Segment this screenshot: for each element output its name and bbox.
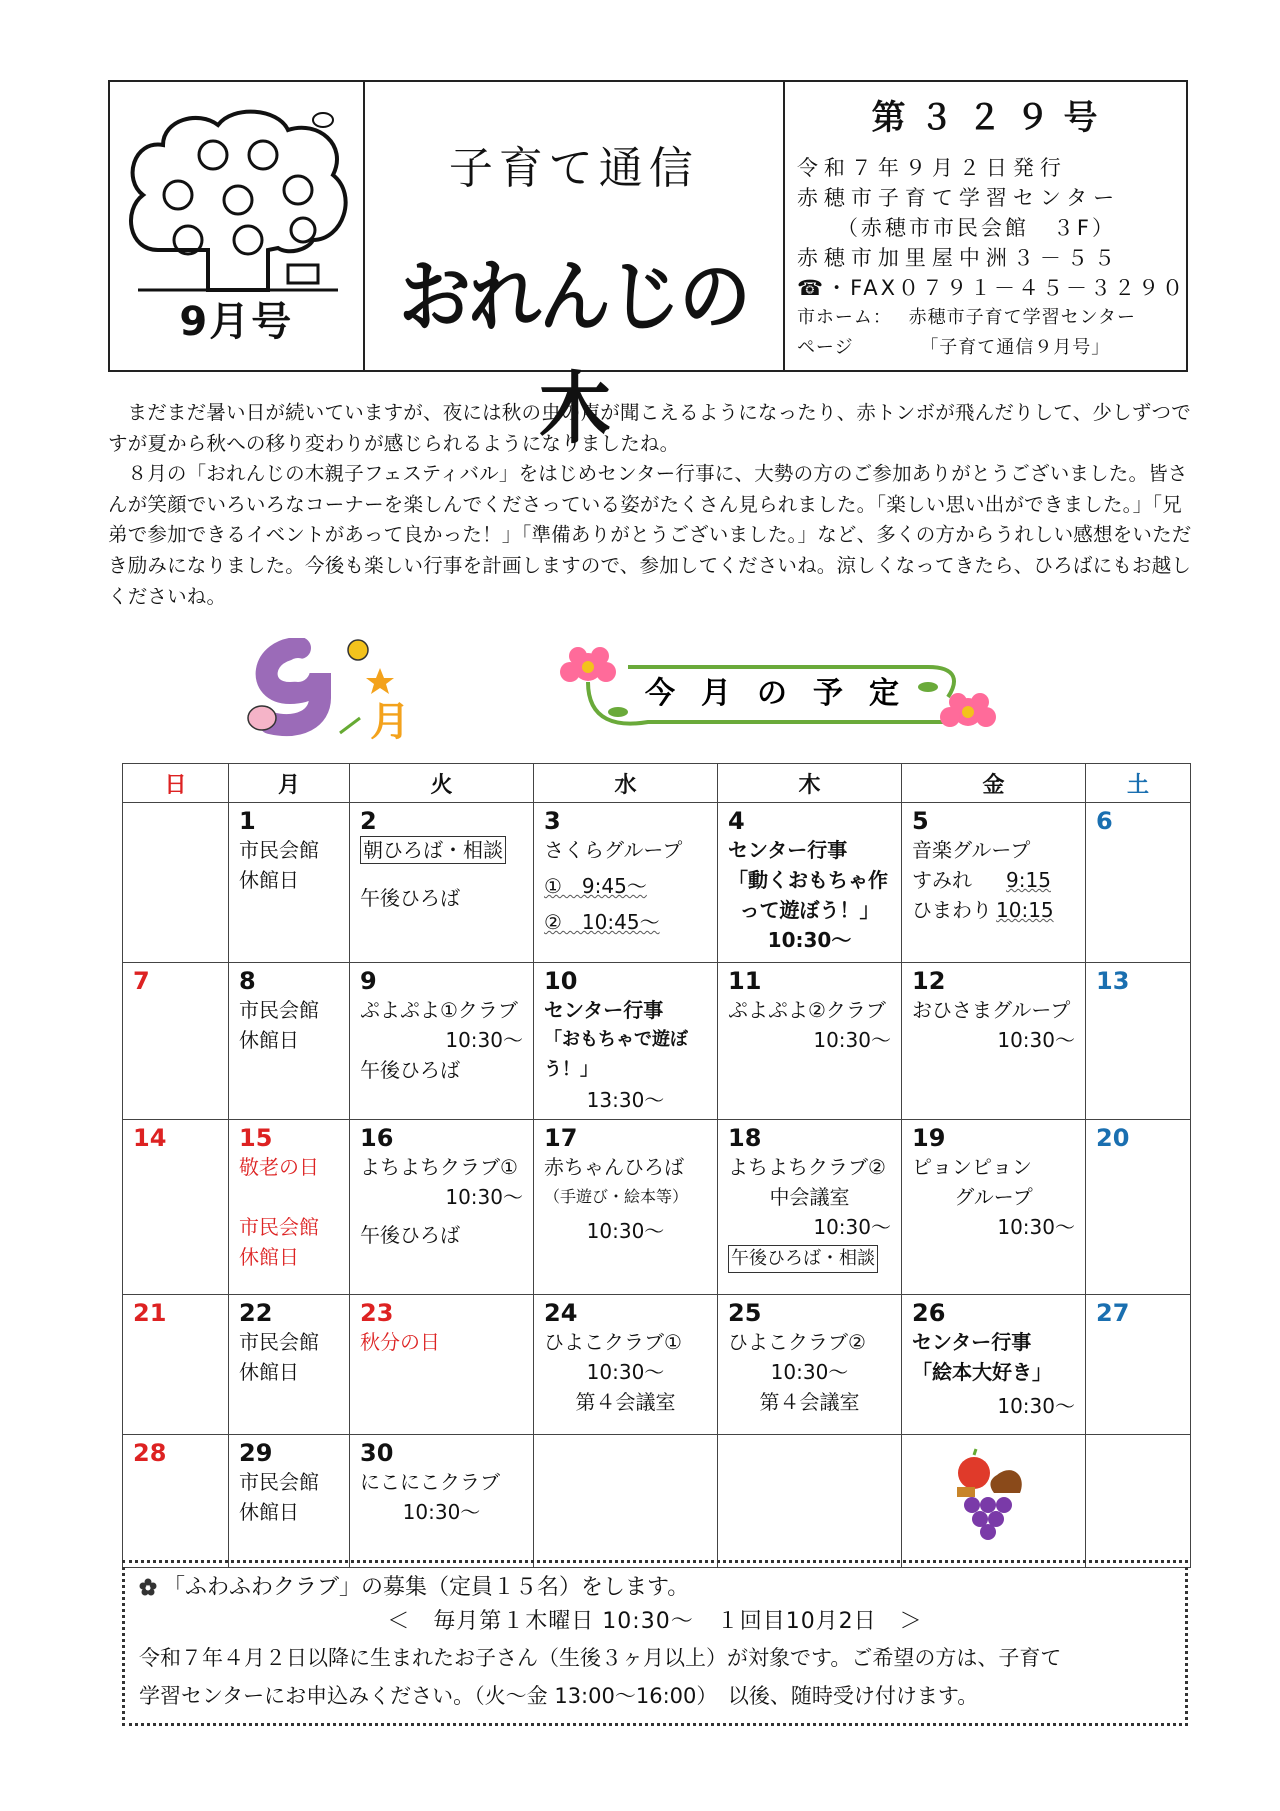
date-number: 7 <box>133 967 150 995</box>
intro-text <box>108 398 1192 612</box>
issue-number: 第３２９号 <box>871 98 1112 138</box>
publisher-address: 赤穂市加里屋中洲３－５５ <box>796 246 1121 270</box>
september-month-glyph: 月 <box>370 699 410 745</box>
event-time: 10:30～ <box>445 1028 523 1052</box>
calendar-day-4 <box>718 803 902 963</box>
homepage-line <box>797 303 1186 333</box>
event-name: 赤ちゃんひろば <box>544 1155 684 1179</box>
date-number: 23 <box>360 1299 394 1327</box>
date-number: 6 <box>1096 807 1113 835</box>
day-note: 市民会館 <box>239 1470 319 1494</box>
calendar-day-15 <box>229 1120 350 1295</box>
event-time: 10:30～ <box>813 1215 891 1239</box>
day-note: 休館日 <box>239 868 299 892</box>
notice-detail-2: 学習センターにお申込みください。（火～金 13:00～16:00） 以後、随時受け付けます。 <box>139 1684 979 1708</box>
day-note: 市民会館 <box>239 838 319 862</box>
weekday-tue: 火 <box>350 764 534 803</box>
monthly-calendar <box>122 763 1191 1568</box>
calendar-week-5 <box>123 1435 1191 1568</box>
holiday-name: 秋分の日 <box>360 1330 440 1354</box>
weekday-thu: 木 <box>718 764 902 803</box>
event-time: 10:30～ <box>997 1394 1075 1418</box>
event-time: 10:30～ <box>586 1360 665 1384</box>
day-note: 市民会館 <box>239 1330 319 1354</box>
calendar-day-empty <box>902 1435 1086 1568</box>
calendar-day-18 <box>718 1120 902 1295</box>
date-number: 30 <box>360 1439 394 1467</box>
holiday-name: 敬老の日 <box>239 1155 319 1179</box>
event-time: 10:30～ <box>402 1500 481 1524</box>
date-number: 14 <box>133 1124 167 1152</box>
calendar-day-26 <box>902 1295 1086 1435</box>
publisher-location: （赤穂市市民会館 ３F） <box>836 216 1117 240</box>
calendar-day-16 <box>350 1120 534 1295</box>
group-time: 10:15 <box>996 898 1054 922</box>
event-name: さくらグループ <box>544 838 683 862</box>
event-afternoon-plaza: 午後ひろば <box>360 886 460 910</box>
date-number: 3 <box>544 807 561 835</box>
date-number: 28 <box>133 1439 167 1467</box>
calendar-day-30 <box>350 1435 534 1568</box>
calendar-day-27 <box>1086 1295 1191 1435</box>
calendar-day-20 <box>1086 1120 1191 1295</box>
event-room: 中会議室 <box>769 1185 850 1209</box>
event-name: グループ <box>954 1185 1033 1209</box>
publisher-name: 赤穂市子育て学習センター <box>796 186 1121 210</box>
event-name: よちよちクラブ② <box>728 1155 886 1179</box>
event-name: おひさまグループ <box>912 998 1071 1022</box>
date-number: 21 <box>133 1299 167 1327</box>
calendar-day-10 <box>534 963 718 1120</box>
calendar-day-1 <box>229 803 350 963</box>
event-time: ① 9:45～ <box>544 874 647 898</box>
date-number: 22 <box>239 1299 273 1327</box>
calendar-day-23 <box>350 1295 534 1435</box>
date-number: 26 <box>912 1299 946 1327</box>
event-time: 10:30～ <box>813 1028 891 1052</box>
event-name: ひよこクラブ② <box>728 1330 866 1354</box>
calendar-day-empty <box>123 803 229 963</box>
event-name: にこにこクラブ <box>360 1470 500 1494</box>
weekday-header-row <box>123 764 1191 803</box>
newsletter-subtitle: 子育て通信 <box>448 143 699 194</box>
date-number: 15 <box>239 1124 273 1152</box>
flower-bullet-icon <box>139 1578 157 1596</box>
calendar-day-22 <box>229 1295 350 1435</box>
calendar-day-25 <box>718 1295 902 1435</box>
page-line <box>797 333 1186 363</box>
intro-paragraph-2: ８月の「おれんじの木親子フェスティバル」をはじめセンター行事に、大勢の方のご参加ありがとうございました。皆さんが笑顔でいろいろなコーナーを楽しんでくださっている姿がたくさん見られました。「楽しい思い出ができました。」「兄弟で参加できるイベントがあって良かった！」「準備ありがとうございました。」など、多くの方からうれしい感想をいただき励みになりました。今後も楽しい行事を計画しますので、参加してくださいね。涼しくなってきたら、ひろばにもお越しくださいね。 <box>108 462 1192 608</box>
calendar-day-6 <box>1086 803 1191 963</box>
event-detail: 「絵本大好き」 <box>912 1360 1052 1384</box>
date-number: 1 <box>239 807 256 835</box>
calendar-day-5 <box>902 803 1086 963</box>
date-number: 10 <box>544 967 578 995</box>
date-number: 2 <box>360 807 377 835</box>
weekday-mon: 月 <box>229 764 350 803</box>
calendar-week-1 <box>123 803 1191 963</box>
event-time-row <box>912 865 1075 895</box>
calendar-day-7 <box>123 963 229 1120</box>
event-name: ピョンピョン <box>912 1155 1032 1179</box>
event-name: 音楽グループ <box>912 838 1031 862</box>
tree-illustration <box>118 100 358 300</box>
calendar-day-24 <box>534 1295 718 1435</box>
calendar-week-2 <box>123 963 1191 1120</box>
date-number: 27 <box>1096 1299 1130 1327</box>
header-info-box <box>785 82 1186 370</box>
date-number: 20 <box>1096 1124 1130 1152</box>
calendar-day-empty <box>1086 1435 1191 1568</box>
event-afternoon-plaza: 午後ひろば <box>360 1223 460 1247</box>
event-afternoon-plaza: 午後ひろば <box>360 1058 460 1082</box>
day-note: 休館日 <box>239 1028 299 1052</box>
event-time: 10:30～ <box>767 928 852 952</box>
schedule-banner-title: 今月の予定 <box>645 676 925 711</box>
issue-date: 令和７年９月２日発行 <box>796 156 1067 180</box>
calendar-day-17 <box>534 1120 718 1295</box>
event-detail: 「動くおもちゃ作 <box>728 868 888 892</box>
event-room: 第４会議室 <box>575 1390 676 1414</box>
calendar-day-empty <box>534 1435 718 1568</box>
date-number: 8 <box>239 967 256 995</box>
event-time: 10:30～ <box>445 1185 523 1209</box>
day-note: 休館日 <box>239 1360 299 1384</box>
weekday-sat: 土 <box>1086 764 1191 803</box>
calendar-day-2 <box>350 803 534 963</box>
event-time: 10:30～ <box>586 1219 665 1243</box>
group-name: すみれ <box>912 868 972 892</box>
event-boxed: 午後ひろば・相談 <box>728 1245 878 1273</box>
date-number: 19 <box>912 1124 946 1152</box>
event-name: センター行事 <box>912 1330 1032 1354</box>
header-title-box <box>365 82 785 454</box>
event-time: 10:30～ <box>997 1028 1075 1052</box>
calendar-day-3 <box>534 803 718 963</box>
issue-month-label: 9月号 <box>179 299 294 345</box>
group-time: 9:15 <box>1006 868 1051 892</box>
notice-headline: 「ふわふわクラブ」の募集（定員１５名）をします。 <box>163 1575 690 1600</box>
event-name: センター行事 <box>728 838 848 862</box>
day-note: 休館日 <box>239 1500 299 1524</box>
event-time: 13:30～ <box>586 1088 665 1112</box>
calendar-day-29 <box>229 1435 350 1568</box>
date-number: 4 <box>728 807 745 835</box>
calendar-day-11 <box>718 963 902 1120</box>
page-title: 「子育て通信９月号」 <box>920 337 1111 358</box>
notice-schedule: ＜ 毎月第１木曜日 10:30～ １回目10月2日 ＞ <box>387 1609 923 1634</box>
group-name: ひまわり <box>912 898 992 922</box>
date-number: 12 <box>912 967 946 995</box>
date-number: 17 <box>544 1124 578 1152</box>
event-name: ひよこクラブ① <box>544 1330 682 1354</box>
calendar-day-empty <box>718 1435 902 1568</box>
intro-paragraph-1: まだまだ暑い日が続いていますが、夜には秋の虫の声が聞こえるようになったり、赤トンボが飛んだりして、少しずつですが夏から秋への移り変わりが感じられるようになりましたね。 <box>108 401 1191 455</box>
day-note: 市民会館 <box>239 1215 319 1239</box>
event-time: 10:30～ <box>997 1215 1075 1239</box>
recruitment-notice <box>122 1560 1188 1726</box>
event-detail: （手遊び・絵本等） <box>544 1187 689 1206</box>
event-time: ② 10:45～ <box>544 910 660 934</box>
homepage-name: 赤穂市子育て学習センター <box>908 307 1136 328</box>
calendar-day-12 <box>902 963 1086 1120</box>
event-time-row <box>912 895 1075 925</box>
calendar-day-13 <box>1086 963 1191 1120</box>
event-name: ぷよぷよ②クラブ <box>728 998 886 1022</box>
weekday-fri: 金 <box>902 764 1086 803</box>
calendar-day-8 <box>229 963 350 1120</box>
day-note: 休館日 <box>239 1245 299 1269</box>
event-name: よちよちクラブ① <box>360 1155 518 1179</box>
calendar-day-9 <box>350 963 534 1120</box>
weekday-wed: 水 <box>534 764 718 803</box>
event-name: ぷよぷよ①クラブ <box>360 998 518 1022</box>
notice-detail-1: 令和７年４月２日以降に生まれたお子さん（生後３ヶ月以上）が対象です。ご希望の方は、子育て <box>139 1646 1062 1670</box>
calendar-day-19 <box>902 1120 1086 1295</box>
date-number: 18 <box>728 1124 762 1152</box>
event-boxed: 朝ひろば・相談 <box>360 836 506 864</box>
date-number: 16 <box>360 1124 394 1152</box>
date-number: 11 <box>728 967 762 995</box>
day-note: 市民会館 <box>239 998 319 1022</box>
weekday-sun: 日 <box>123 764 229 803</box>
date-number: 24 <box>544 1299 578 1327</box>
event-detail: 「おもちゃで遊ぼう！」 <box>544 1029 688 1080</box>
homepage-label: 市ホーム： <box>796 307 892 328</box>
event-time: 10:30～ <box>770 1360 849 1384</box>
date-number: 25 <box>728 1299 762 1327</box>
notice-headline-row <box>139 1571 1171 1605</box>
autumn-fruit-illustration <box>902 1435 1086 1563</box>
newsletter-title: おれんじの木 <box>398 249 749 454</box>
header-logo-box <box>110 82 365 370</box>
calendar-week-3 <box>123 1120 1191 1295</box>
calendar-day-21 <box>123 1295 229 1435</box>
calendar-week-4 <box>123 1295 1191 1435</box>
event-detail: って遊ぼう！」 <box>739 898 880 922</box>
calendar-day-28 <box>123 1435 229 1568</box>
event-room: 第４会議室 <box>759 1390 860 1414</box>
calendar-day-14 <box>123 1120 229 1295</box>
date-number: 5 <box>912 807 929 835</box>
phone-fax: ☎・FAX０７９１－４５－３２９０ <box>796 276 1186 300</box>
date-number: 9 <box>360 967 377 995</box>
date-number: 29 <box>239 1439 273 1467</box>
page-label: ページ <box>796 337 854 358</box>
date-number: 13 <box>1096 967 1130 995</box>
event-name: センター行事 <box>544 998 664 1022</box>
